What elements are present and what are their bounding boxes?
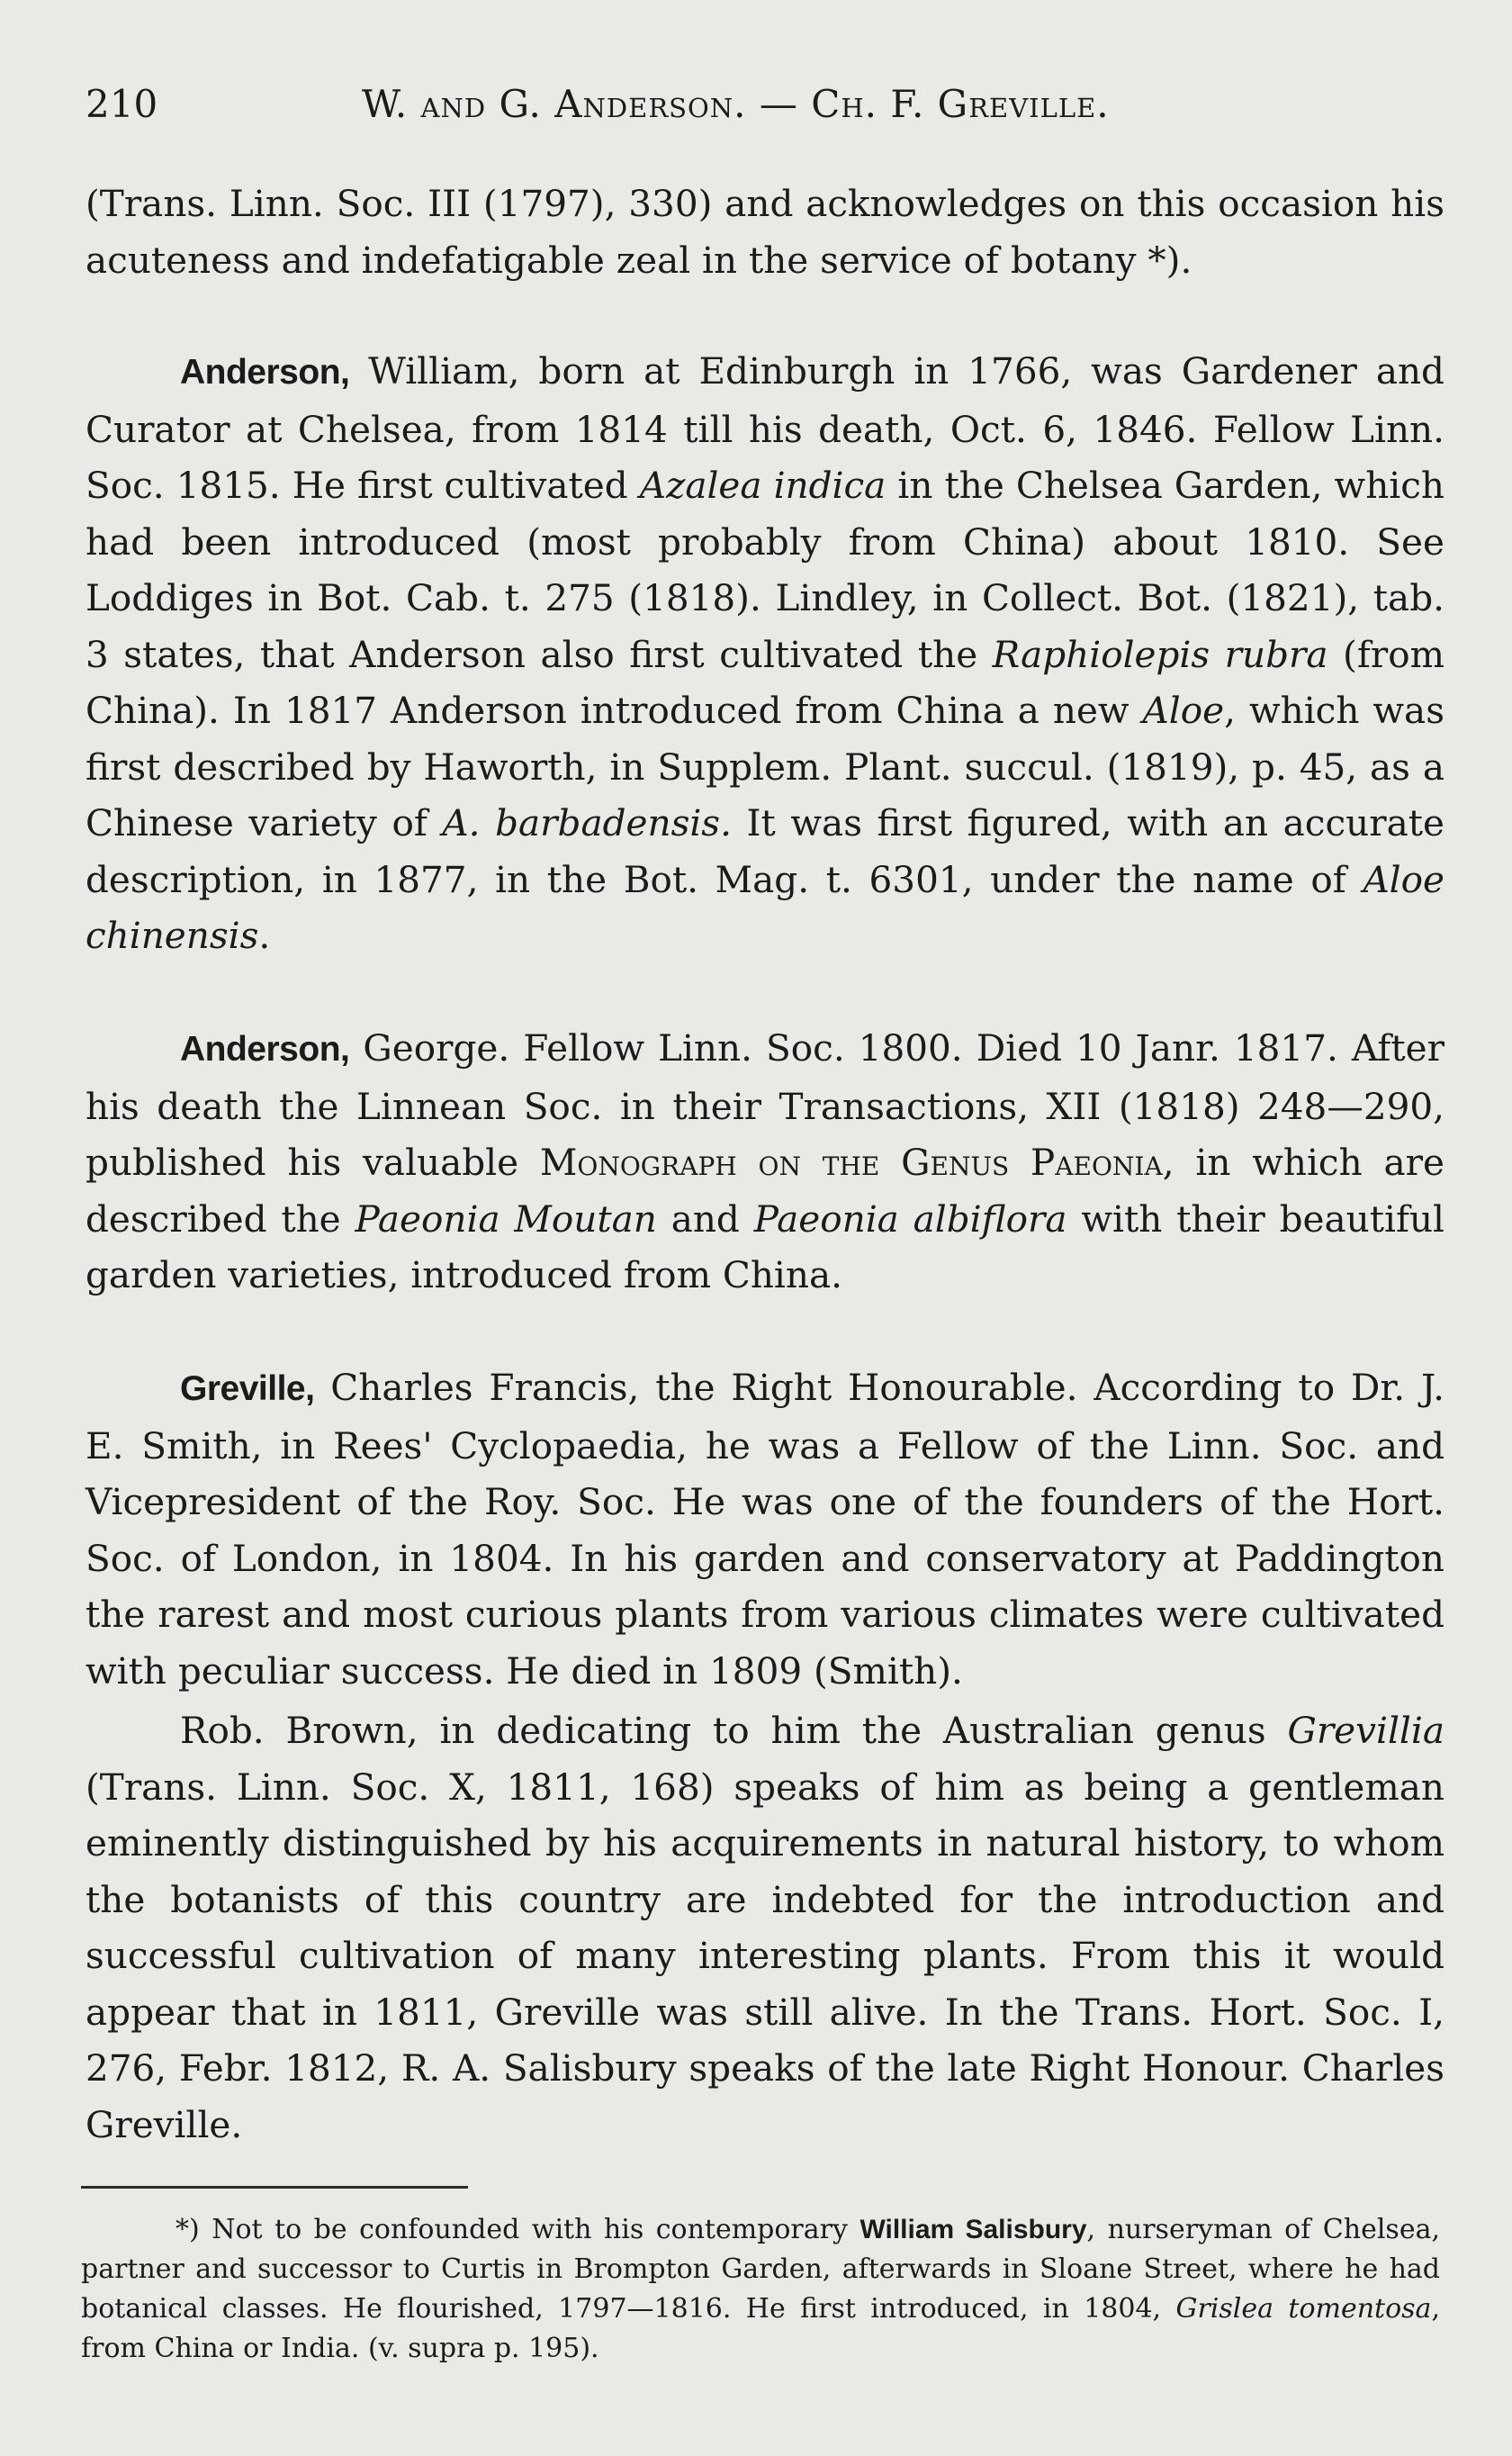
taxon-name: Paeonia albiflora [753, 1196, 1067, 1241]
taxon-name: Aloe [1142, 689, 1225, 732]
entry-greville: Greville, Charles Francis, the Right Honourable. According to Dr. J. E. Smith, in Rees' Cyclopaedia, he was a Fellow of the Linn. Soc. and Vicepresident of the Roy. Soc. He was one of the founders of the Hort. Soc. of London, in 1804. In his garden and conservatory at Paddington the rarest and most curious plants from various climates were cultivated with peculiar success. He died in 1809 (Smith). [86, 1366, 1444, 1693]
taxon-name: Azalea indica [639, 464, 886, 507]
person-name: William Salisbury [860, 2215, 1087, 2244]
entry-william-anderson: Anderson, William, born at Edinburgh in 1766, was Gardener and Curator at Chelsea, from 1814 till his death, Oct. 6, 1846. Fellow Linn. Soc. 1815. He first cultivated Azalea indica in the Chelsea Garden, which had been introduced (most probably from China) about 1810. See Loddiges in Bot. Cab. t. 275 (1818). Lindley, in Collect. Bot. (1821), tab. 3 states, that Anderson also first cultivated the Raphiolepis rubra (from China). In 1817 Anderson introduced from China a new Aloe, which was first described by Haworth, in Supplem. Plant. succul. (1819), p. 45, as a Chinese variety of A. barbadensis. It was first figured, with an accurate description, in 1877, in the Bot. Mag. t. 6301, under the name of Aloe chinensis. [86, 349, 1444, 957]
page-header [86, 79, 1426, 130]
taxon-name: Grevillia [1287, 1709, 1444, 1752]
intro-paragraph: (Trans. Linn. Soc. III (1797), 330) and acknowledges on this occasion his acuteness and indefatigable zeal in the service of botany *). [86, 182, 1444, 282]
taxon-name: Raphiolepis rubra [992, 632, 1328, 676]
work-title: Monograph on the Genus Paeonia [539, 1141, 1163, 1184]
entry-name: Anderson, [180, 353, 350, 392]
taxon-name: Aloe chinensis [86, 857, 1444, 957]
taxon-name: A. barbadensis. [442, 801, 732, 844]
entry-george-anderson: Anderson, George. Fellow Linn. Soc. 1800. Died 10 Janr. 1817. After his death the Linnean Soc. in their Transactions, XII (1818) 248—290, published his valuable Monograph on the Genus Paeonia, in which are described the Paeonia Moutan and Paeonia albiflora with their beautiful garden varieties, introduced from China. [86, 1026, 1444, 1296]
taxon-name: Paeonia Moutan [355, 1196, 657, 1241]
footnote-marker: *) [176, 2214, 200, 2245]
footnote-rule [81, 2186, 468, 2189]
paragraph-robert-brown: Rob. Brown, in dedicating to him the Australian genus Grevillia (Trans. Linn. Soc. X, 1811, 168) speaks of him as being a gentleman eminently distinguished by his acquirements in natural history, to whom the botanists of this country are indebted for the introduction and successful cultivation of many interesting plants. From this it would appear that in 1811, Greville was still alive. In the Trans. Hort. Soc. I, 276, Febr. 1812, R. A. Salisbury speaks of the late Right Honour. Charles Greville. [86, 1709, 1444, 2146]
entry-name: Greville, [180, 1369, 315, 1408]
footnote: *) Not to be confounded with his contemporary William Salisbury, nurseryman of Chelsea, partner and successor to Curtis in Brompton Garden, afterwards in Sloane Street, where he had botanical classes. He flourished, 1797—1816. He first introduced, in 1804, Grislea tomentosa, from China or India. (v. supra p. 195). [81, 2214, 1440, 2364]
running-head: W. and G. Anderson. — Ch. F. Greville. [362, 82, 1110, 126]
entry-name: Anderson, [180, 1030, 350, 1069]
page-number: 210 [86, 82, 158, 126]
taxon-name: Grislea tomentosa [1175, 2293, 1432, 2325]
